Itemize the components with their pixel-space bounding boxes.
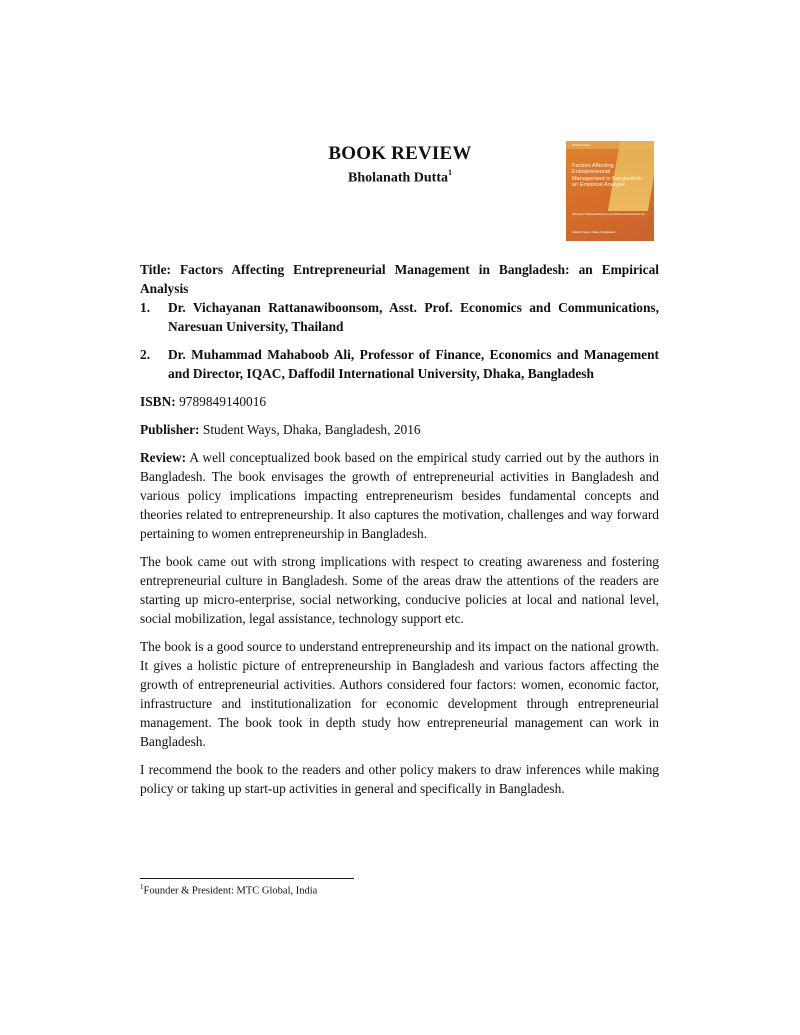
footnote-divider bbox=[140, 878, 354, 879]
review-paragraph bbox=[140, 448, 659, 543]
page-title: BOOK REVIEW bbox=[328, 143, 472, 164]
isbn-value: 9789849140016 bbox=[175, 394, 267, 409]
review-label: Review: bbox=[140, 450, 187, 465]
cover-authors: Student Ways, Dhaka, Bangladesh bbox=[572, 230, 616, 234]
review-paragraph: I recommend the book to the readers and other policy makers to draw inferences while making policy or taking up start-up activities in general and specifically in Bangladesh. bbox=[140, 762, 659, 796]
book-authors-list bbox=[140, 298, 659, 383]
footnote bbox=[140, 881, 317, 898]
review-header bbox=[0, 143, 800, 187]
publisher-value: Student Ways, Dhaka, Bangladesh, 2016 bbox=[199, 422, 421, 437]
cover-subtitle: Vichayanan Rattanawiboonsom and Muhammad Mahaboob Ali bbox=[572, 213, 645, 216]
isbn-line bbox=[140, 392, 659, 411]
publisher-label: Publisher: bbox=[140, 422, 200, 437]
review-paragraph: The book came out with strong implications with respect to creating awareness and fostering entrepreneurial culture in Bangladesh. Some of the areas draw the attentions of the readers are starting up micro-enterprise, social networking, conducive policies at local and national level, social mobilization, legal assistance, technology support etc. bbox=[140, 554, 659, 626]
footnote-mark: 1 bbox=[140, 883, 144, 891]
footnote-text: Founder & President: MTC Global, India bbox=[143, 885, 318, 897]
isbn-label: ISBN: bbox=[140, 394, 176, 409]
reviewer-name-text: Bholanath Dutta bbox=[348, 170, 448, 186]
author-details: Dr. Muhammad Mahaboob Ali, Professor of Finance, Economics and Management and Director, IQAC, Daffodil International University, Dhaka, Bangladesh bbox=[168, 347, 659, 381]
book-author-item bbox=[140, 298, 659, 336]
author-number: 2. bbox=[140, 347, 151, 362]
book-title: Title: Factors Affecting Entrepreneurial Management in Bangladesh: an Empirical Analysis bbox=[140, 262, 659, 296]
author-number: 1. bbox=[140, 300, 151, 315]
review-paragraph-text: A well conceptualized book based on the empirical study carried out by the authors in Bangladesh. The book envisages the growth of entrepreneurial activities in Bangladesh and various policy implications impacting entrepreneurism besides fundamental concepts and theories related to entrepreneurship. It also captures the motivation, challenges and way forward pertaining to women entrepreneurship in Bangladesh. bbox=[140, 450, 659, 541]
footnote-reference: 1 bbox=[447, 168, 452, 177]
author-details: Dr. Vichayanan Rattanawiboonsom, Asst. Prof. Economics and Communications, Naresuan University, Thailand bbox=[168, 300, 659, 334]
review-paragraph: The book is a good source to understand entrepreneurship and its impact on the national growth. It gives a holistic picture of entrepreneurship in Bangladesh and various factors affecting the growth of entrepreneurial activities. Authors considered four factors: women, economic factor, infrastructure and institutionalization for economic development through entrepreneurial management. The book took in depth study how entrepreneurial management can work in Bangladesh. bbox=[140, 639, 659, 749]
book-author-item bbox=[140, 345, 659, 383]
reviewer-name bbox=[0, 166, 800, 187]
book-cover-image bbox=[566, 141, 654, 241]
cover-publisher-mark: Student Ways bbox=[572, 143, 591, 147]
review-body bbox=[140, 260, 659, 798]
publisher-line bbox=[140, 420, 659, 439]
cover-title: Factors Affecting Entrepreneurial Management in Bangladesh: an Empirical Analysis bbox=[572, 163, 644, 188]
